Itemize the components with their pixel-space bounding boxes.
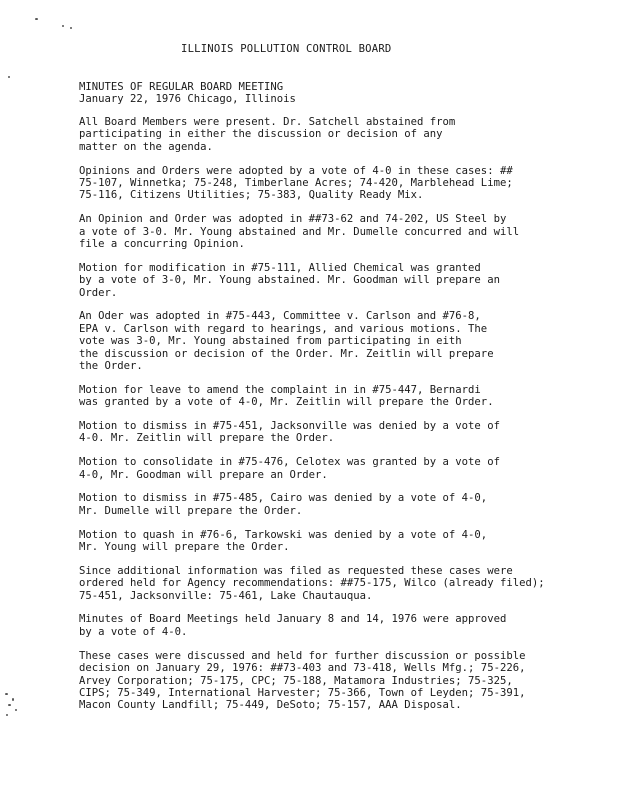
paragraph-bernardi: Motion for leave to amend the complaint in in #75-447, Bernardi was granted by a vote of 4-0, Mr. Zeitlin will prepare the Order. <box>79 383 494 409</box>
scan-speck <box>62 25 64 27</box>
scan-speck <box>35 18 38 20</box>
paragraph-attendance: All Board Members were present. Dr. Satchell abstained from participating in either the discussion or decision of any matter on the agenda. <box>79 116 456 153</box>
paragraph-opinions-adopted: Opinions and Orders were adopted by a vote of 4-0 in these cases: ## 75-107, Winnetka; 75-248, Timberlane Acres; 74-420, Marblehead Lime; 75-116, Citizens Utilities; 75-383, Quality Ready Mix. <box>79 164 513 202</box>
heading-line-date-location: January 22, 1976 Chicago, Illinois <box>79 93 296 106</box>
paragraph-us-steel: An Opinion and Order was adopted in ##73-62 and 74-202, US Steel by a vote of 3-0. Mr. Young abstained and Mr. Dumelle concurred and will file a concurring Opinion. <box>79 213 520 251</box>
paragraph-agency-recommendations: Since additional information was filed as requested these cases were ordered held for Agency recommendations: ##75-175, Wilco (already filed); 75-451, Jacksonville: 75-461, Lake Chautauqua. <box>79 564 545 602</box>
paragraph-carlson: An Oder was adopted in #75-443, Committee v. Carlson and #76-8, EPA v. Carlson with regard to hearings, and various motions. The vote was 3-0, Mr. Young abstained from participating in eith the discussion or decision of the Order. Mr. Zeitlin will prepare the Order. <box>79 310 494 373</box>
paragraph-allied-chemical: Motion for modification in #75-111, Allied Chemical was granted by a vote of 3-0, Mr. Young abstained. Mr. Goodman will prepare an Order. <box>79 261 500 299</box>
heading-line-meeting: MINUTES OF REGULAR BOARD MEETING <box>79 81 284 93</box>
scan-speck <box>70 27 72 29</box>
paragraph-celotex: Motion to consolidate in #75-476, Celotex was granted by a vote of 4-0, Mr. Goodman will prepare an Order. <box>79 456 500 481</box>
scan-speck <box>12 698 14 701</box>
minutes-body <box>79 116 599 723</box>
scan-speck <box>6 714 8 716</box>
scan-speck <box>5 693 8 695</box>
scan-speck <box>8 704 11 706</box>
minutes-heading <box>79 81 539 106</box>
document-title: ILLINOIS POLLUTION CONTROL BOARD <box>181 43 392 55</box>
paragraph-cairo: Motion to dismiss in #75-485, Cairo was denied by a vote of 4-0, Mr. Dumelle will prepare the Order. <box>79 492 488 517</box>
paragraph-held-cases: These cases were discussed and held for further discussion or possible decision on January 29, 1976: ##73-403 and 73-418, Wells Mfg.; 75-226, Arvey Corporation; 75-175, CPC; 75-188, Matamora Industries; 75-325, CIPS; 75-349, International Harvester; 75-366, Town of Leyden; 75-391, Macon County Landfill; 75-449, DeSoto; 75-157, AAA Disposal. <box>79 649 526 712</box>
paragraph-tarkowski: Motion to quash in #76-6, Tarkowski was denied by a vote of 4-0, Mr. Young will prepare the Order. <box>79 528 488 554</box>
paragraph-minutes-approved: Minutes of Board Meetings held January 8 and 14, 1976 were approved by a vote of 4-0. <box>79 613 507 638</box>
paragraph-jacksonville: Motion to dismiss in #75-451, Jacksonville was denied by a vote of 4-0. Mr. Zeitlin will prepare the Order. <box>79 420 500 445</box>
scan-speck <box>15 709 17 711</box>
scan-speck <box>8 76 10 78</box>
